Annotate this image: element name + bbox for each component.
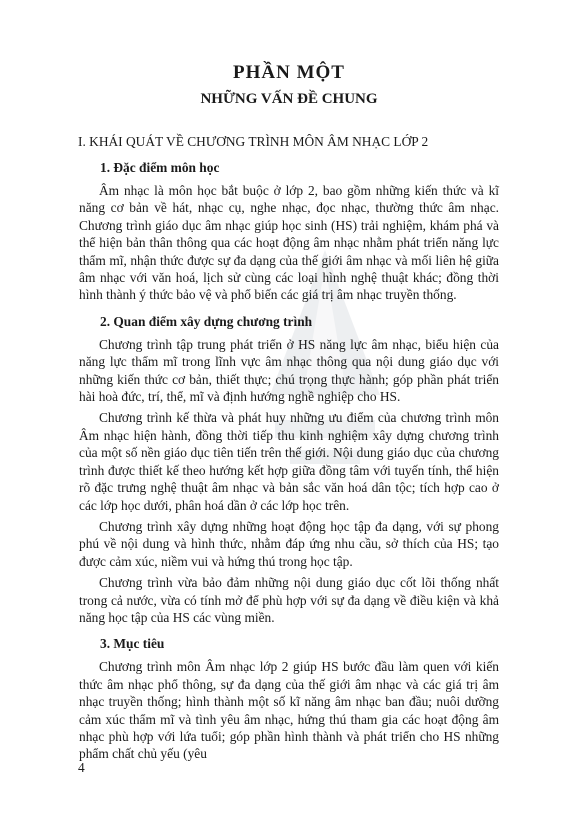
subsection-heading-quan-diem: 2. Quan điểm xây dựng chương trình: [100, 313, 313, 329]
part-title: PHẦN MỘT: [233, 62, 345, 83]
paragraph: Chương trình vừa bảo đảm những nội dung giáo dục cốt lõi thống nhất trong cả nước, vừa có tính mở để phù hợp với sự đa dạng về điều kiện và khả năng học tập của HS các vùng miền.: [79, 575, 499, 625]
paragraph: Âm nhạc là môn học bắt buộc ở lớp 2, bao gồm những kiến thức và kĩ năng cơ bản về hát, nhạc cụ, nghe nhạc, đọc nhạc, thường thức âm nhạc. Chương trình giáo dục âm nhạc giúp học sinh (HS) trải nghiệm, khám phá và thể hiện bản thân thông qua các hoạt động âm nhạc nhằm phát triển năng lực thẩm mĩ, nhận thức được sự đa dạng của thế giới âm nhạc và mối liên hệ giữa âm nhạc với văn hoá, lịch sử cùng các loại hình nghệ thuật khác; đồng thời hình thành ý thức bảo vệ và phổ biến các giá trị âm nhạc truyền thống.: [79, 183, 499, 303]
paragraph: Chương trình xây dựng những hoạt động học tập đa dạng, với sự phong phú về nội dung và hình thức, nhằm đáp ứng nhu cầu, sở thích của HS; tạo được cảm xúc, niềm vui và hứng thú trong học tập.: [79, 518, 499, 569]
paragraph: Chương trình tập trung phát triển ở HS năng lực âm nhạc, biểu hiện của năng lực thẩm mĩ trong lĩnh vực âm nhạc thông qua nội dung giáo dục với những kiến thức cơ bản, thiết thực; chú trọng thực hành; góp phần phát triển hài hoà đức, trí, thể, mĩ và định hướng nghề nghiệp cho HS.: [79, 336, 499, 405]
page-number: 4: [78, 760, 85, 775]
subsection-heading-dac-diem: 1. Đặc điểm môn học: [100, 160, 220, 175]
paragraph: Chương trình môn Âm nhạc lớp 2 giúp HS bước đầu làm quen với kiến thức âm nhạc phổ thông, sự đa dạng của thế giới âm nhạc và các giá trị âm nhạc truyền thống; hình thành một số kĩ năng âm nhạc ban đầu; nuôi dưỡng cảm xúc thẩm mĩ và tình yêu âm nhạc, hứng thú tham gia các hoạt động âm nhạc phù hợp với lứa tuổi; góp phần hình thành và phát triển cho HS những phẩm chất chủ yếu (yêu: [79, 659, 499, 762]
page-content: [79, 62, 499, 763]
section-heading: I. KHÁI QUÁT VỀ CHƯƠNG TRÌNH MÔN ÂM NHẠC LỚP 2: [78, 134, 429, 149]
subsection-heading-muc-tieu: 3. Mục tiêu: [100, 636, 165, 652]
paragraph: Chương trình kế thừa và phát huy những ưu điểm của chương trình môn Âm nhạc hiện hành, đồng thời tiếp thu kinh nghiệm xây dựng chương trình của một số nền giáo dục tiên tiến trên thế giới. Nội dung giáo dục của chương trình được thiết kế theo hướng kết hợp giữa đồng tâm với tuyến tính, thể hiện rõ đặc trưng nghệ thuật âm nhạc và bản sắc văn hoá dân tộc; tích hợp cao ở các lớp học dưới, phân hoá dần ở các lớp học trên.: [79, 410, 499, 513]
part-subtitle: NHỮNG VẤN ĐỀ CHUNG: [200, 91, 378, 107]
